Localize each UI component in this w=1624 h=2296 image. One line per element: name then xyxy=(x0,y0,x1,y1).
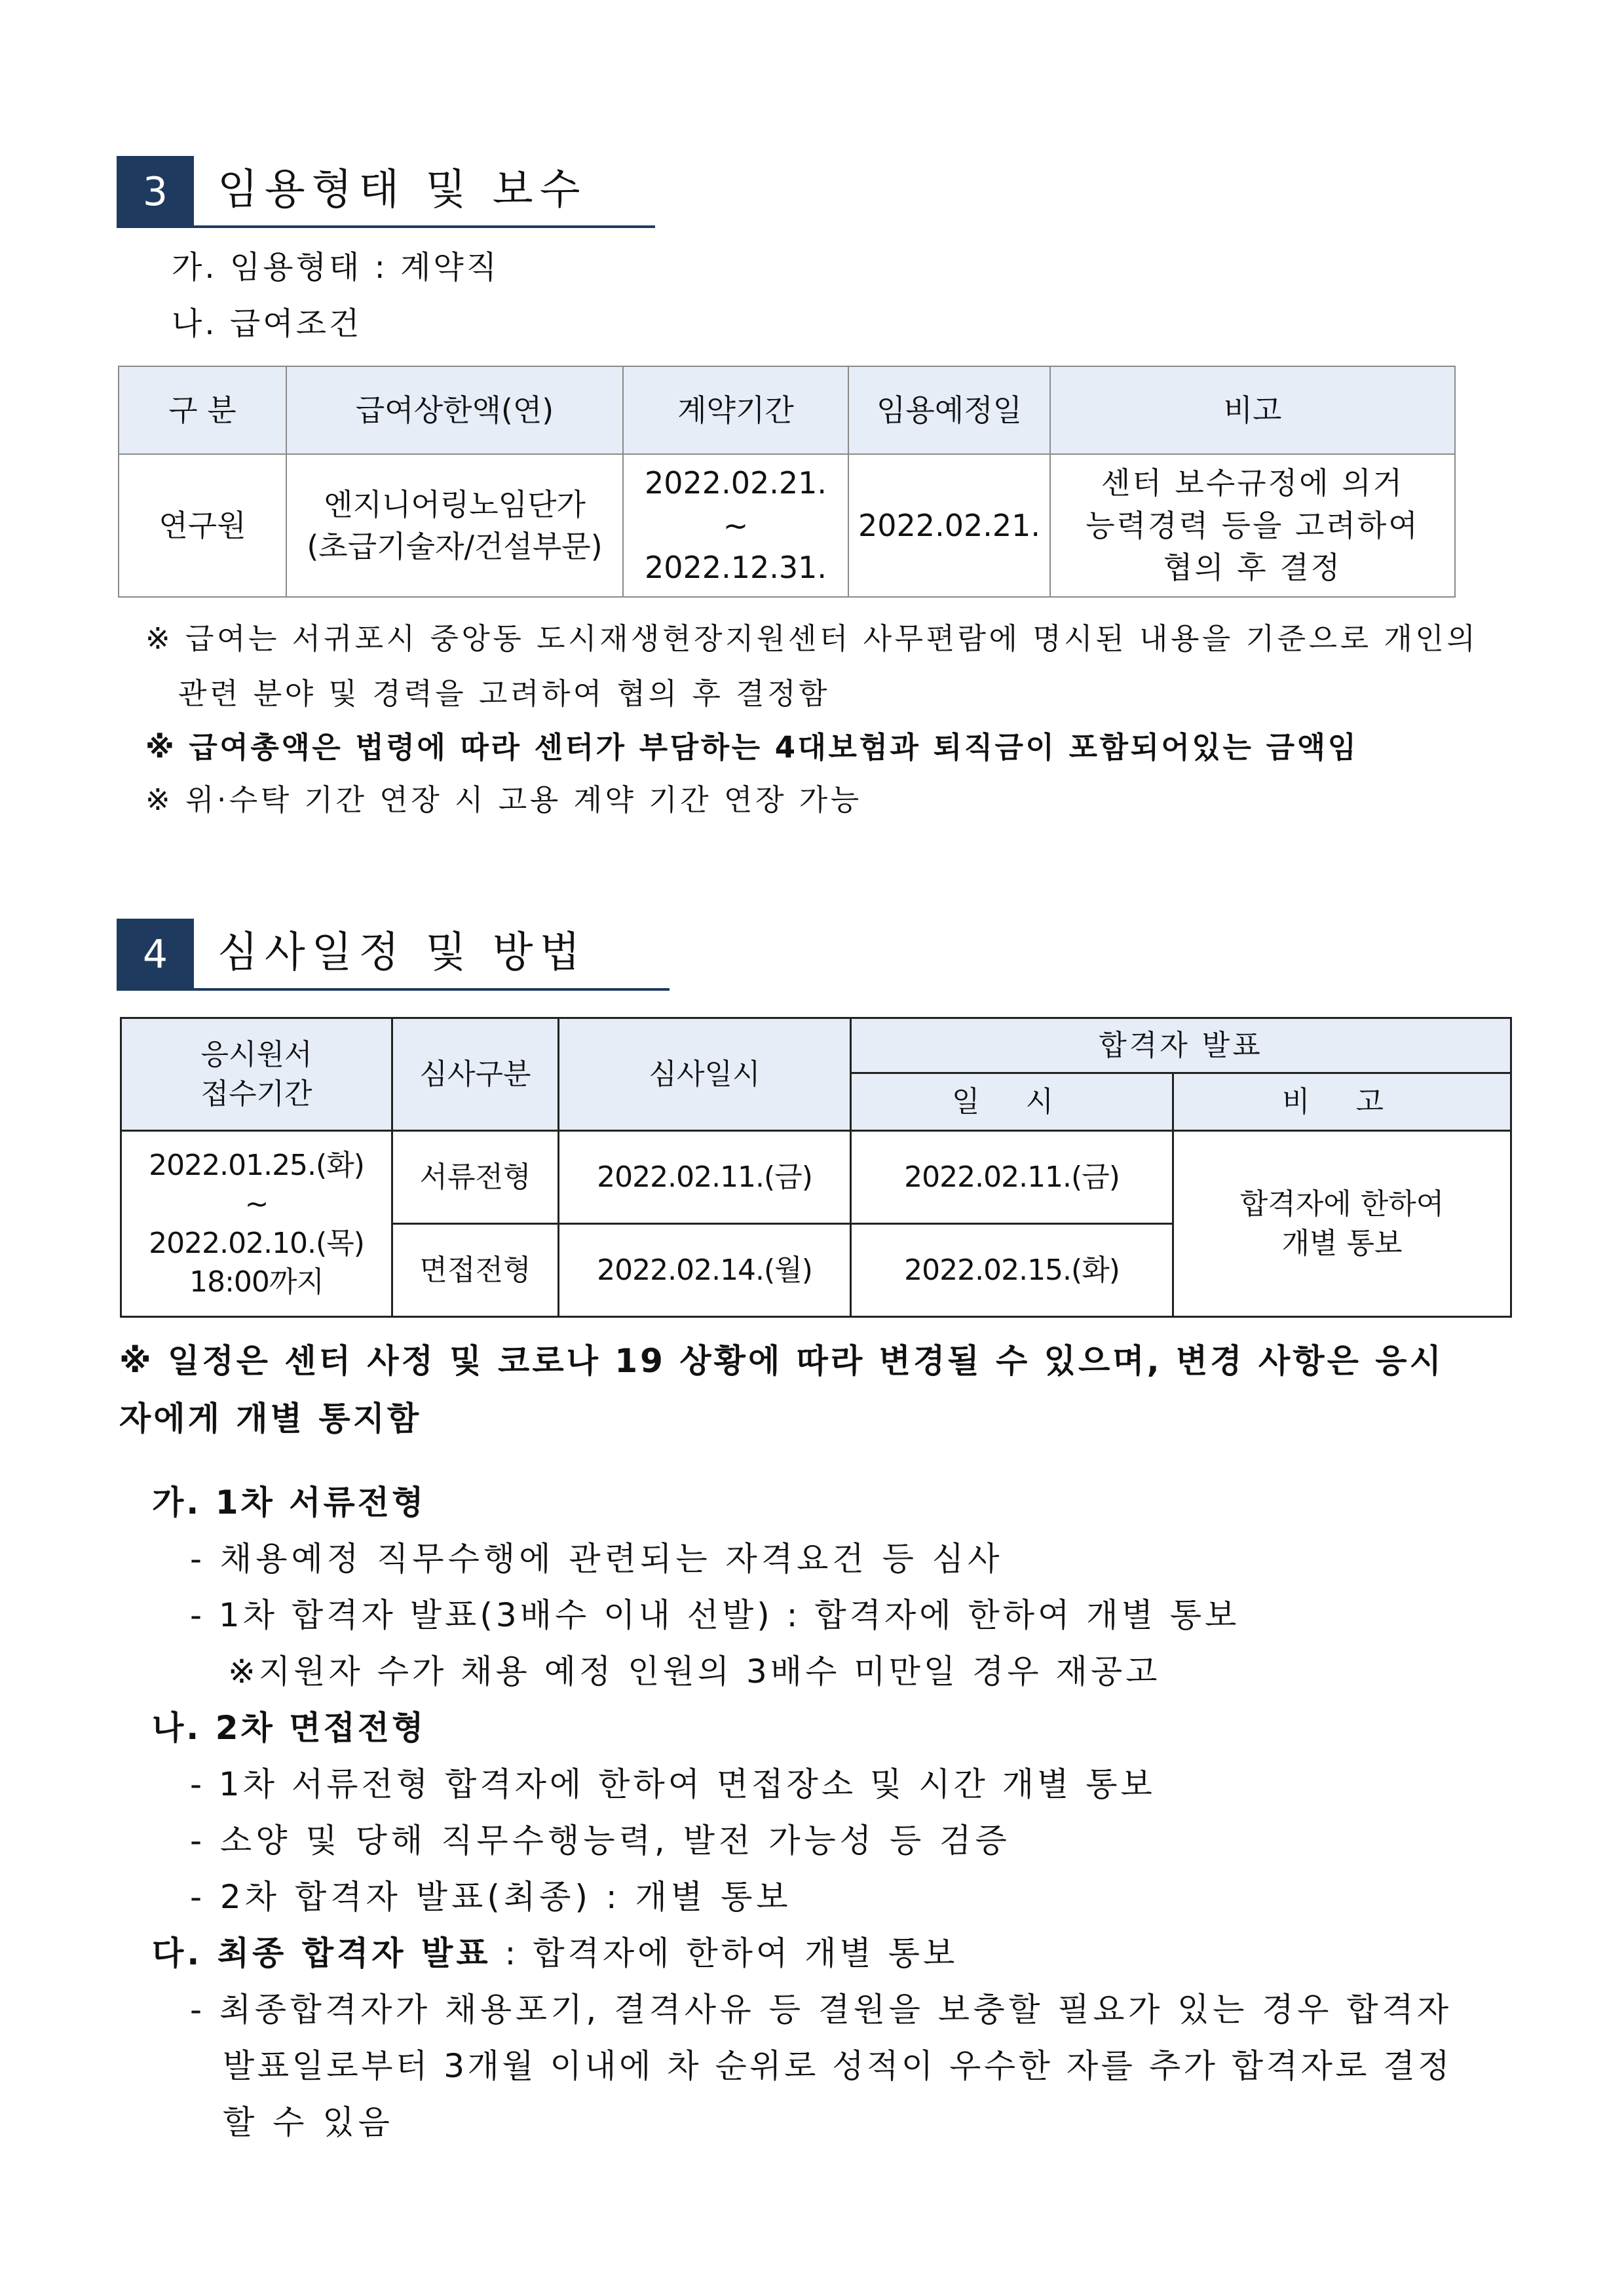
stage-1-item-2: - 1차 합격자 발표(3배수 이내 선발) : 합격자에 한하여 개별 통보 xyxy=(190,1596,1240,1634)
stage-2-item-2: - 소양 및 당해 직무수행능력, 발전 가능성 등 검증 xyxy=(190,1822,1011,1860)
header-review-date: 심사일시 xyxy=(559,1018,851,1131)
header-application-period: 응시원서 접수기간 xyxy=(121,1018,392,1131)
stage-2-title: 나. 2차 면접전형 xyxy=(152,1709,426,1747)
schedule-notice-line-2: 자에게 개별 통지함 xyxy=(119,1400,422,1438)
salary-table xyxy=(118,366,1456,598)
section-3-title: 임용형태 및 보수 xyxy=(217,166,587,214)
stage-1-title: 가. 1차 서류전형 xyxy=(152,1483,426,1521)
header-period: 계약기간 xyxy=(623,366,848,454)
cell-type-interview: 면접전형 xyxy=(392,1224,559,1317)
stage-2-item-1: - 1차 서류전형 합격자에 한하여 면접장소 및 시간 개별 통보 xyxy=(190,1765,1156,1803)
stage-1-note: ※지원자 수가 채용 예정 인원의 3배수 미만일 경우 재공고 xyxy=(228,1653,1161,1691)
cell-announce-interview: 2022.02.15.(화) xyxy=(851,1224,1173,1317)
final-announcement-label: 다. 최종 합격자 발표 xyxy=(152,1934,491,1972)
header-start-date: 임용예정일 xyxy=(848,366,1050,454)
cell-period: 2022.02.21. ~ 2022.12.31. xyxy=(623,454,848,597)
final-announcement-detail: : 합격자에 한하여 개별 통보 xyxy=(491,1934,958,1972)
final-item-1-cont-2: 할 수 있음 xyxy=(223,2103,394,2141)
final-item-1: - 최종합격자가 채용포기, 결격사유 등 결원을 보충할 필요가 있는 경우 합격자 xyxy=(190,1991,1452,2029)
final-announcement-title xyxy=(152,1934,958,1972)
schedule-notice-line-1: ※ 일정은 센터 사정 및 코로나 19 상황에 따라 변경될 수 있으며, 변경 사항은 응시 xyxy=(119,1342,1444,1380)
cell-start-date: 2022.02.21. xyxy=(848,454,1050,597)
schedule-table xyxy=(120,1017,1512,1318)
header-category: 구 분 xyxy=(119,366,286,454)
cell-type-document: 서류전형 xyxy=(392,1131,559,1224)
stage-2-item-3: - 2차 합격자 발표(최종) : 개별 통보 xyxy=(190,1878,792,1916)
cell-salary: 엔지니어링노임단가 (초급기술자/건설부문) xyxy=(286,454,623,597)
salary-note-1: ※ 급여는 서귀포시 중앙동 도시재생현장지원센터 사무편람에 명시된 내용을 기준으로 개인의 xyxy=(145,621,1479,656)
cell-application-period: 2022.01.25.(화) ~ 2022.02.10.(목) 18:00까지 xyxy=(121,1131,392,1317)
section-3-underline xyxy=(117,225,655,228)
header-salary: 급여상한액(연) xyxy=(286,366,623,454)
header-announcement-note: 비 고 xyxy=(1173,1073,1511,1131)
section-4-title: 심사일정 및 방법 xyxy=(217,928,587,977)
cell-announce-document: 2022.02.11.(금) xyxy=(851,1131,1173,1224)
cell-category: 연구원 xyxy=(119,454,286,597)
cell-date-interview: 2022.02.14.(월) xyxy=(559,1224,851,1317)
salary-note-1-cont: 관련 분야 및 경력을 고려하여 협의 후 결정함 xyxy=(178,676,831,711)
salary-note-3: ※ 위·수탁 기간 연장 시 고용 계약 기간 연장 가능 xyxy=(145,782,862,817)
header-announcement: 합격자 발표 xyxy=(851,1018,1511,1073)
section-4-number: 4 xyxy=(117,919,194,991)
section-4-underline xyxy=(117,988,670,991)
salary-note-2: ※ 급여총액은 법령에 따라 센터가 부담하는 4대보험과 퇴직금이 포함되어있는 금액임 xyxy=(145,730,1359,765)
salary-conditions-heading: 나. 급여조건 xyxy=(172,305,362,342)
header-review-type: 심사구분 xyxy=(392,1018,559,1131)
cell-note: 센터 보수규정에 의거 능력경력 등을 고려하여 협의 후 결정 xyxy=(1050,454,1455,597)
final-item-1-cont-1: 발표일로부터 3개월 이내에 차 순위로 성적이 우수한 자를 추가 합격자로 결정 xyxy=(223,2047,1453,2085)
employment-type: 가. 임용형태 : 계약직 xyxy=(172,249,500,286)
header-note: 비고 xyxy=(1050,366,1455,454)
cell-date-document: 2022.02.11.(금) xyxy=(559,1131,851,1224)
cell-announce-note: 합격자에 한하여 개별 통보 xyxy=(1173,1131,1511,1317)
section-3-number: 3 xyxy=(117,156,194,228)
stage-1-item-1: - 채용예정 직무수행에 관련되는 자격요건 등 심사 xyxy=(190,1540,1004,1578)
header-announcement-date: 일 시 xyxy=(851,1073,1173,1131)
